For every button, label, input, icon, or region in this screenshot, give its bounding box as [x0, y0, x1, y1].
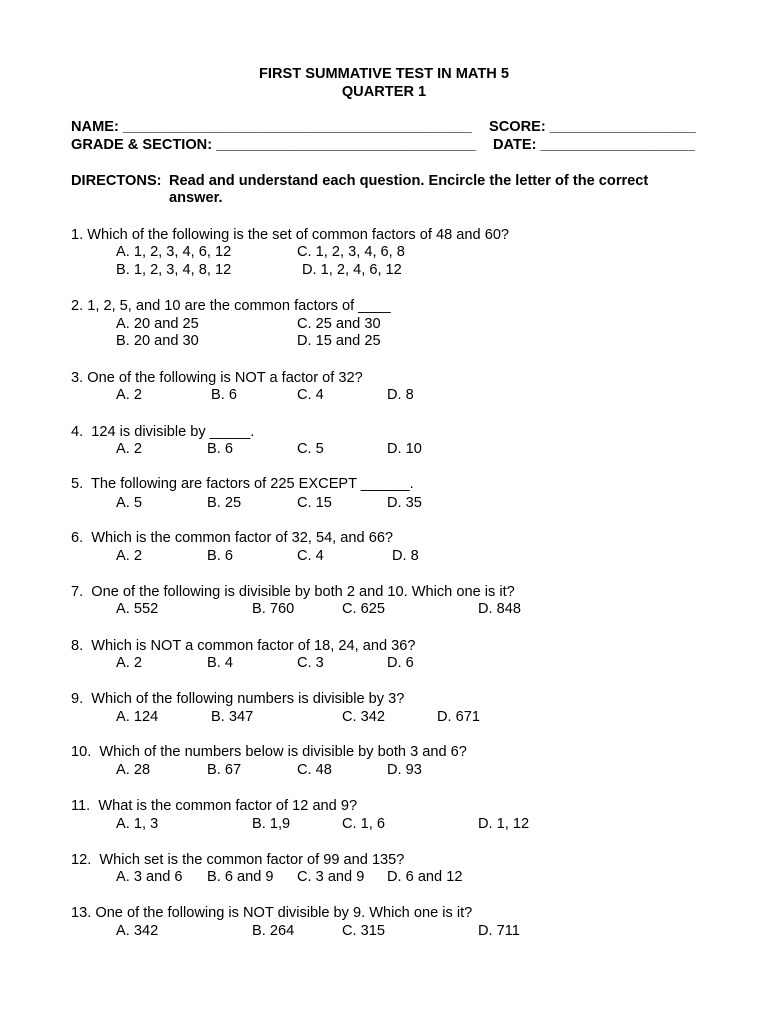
q13-option-a[interactable]: A. 342 — [116, 923, 159, 939]
q8-option-b[interactable]: B. 4 — [207, 655, 233, 671]
q7-option-b[interactable]: B. 760 — [252, 601, 295, 617]
q11-option-d[interactable]: D. 1, 12 — [478, 816, 530, 832]
test-title: FIRST SUMMATIVE TEST IN MATH 5 — [259, 66, 509, 82]
q1-option-d[interactable]: D. 1, 2, 4, 6, 12 — [302, 262, 402, 278]
q11-option-c[interactable]: C. 1, 6 — [342, 816, 385, 832]
q6-option-b[interactable]: B. 6 — [207, 548, 233, 564]
q6-option-d[interactable]: D. 8 — [392, 548, 419, 564]
q3-option-d[interactable]: D. 8 — [387, 387, 414, 403]
q5-option-c[interactable]: C. 15 — [297, 495, 332, 511]
q10-option-a[interactable]: A. 28 — [116, 762, 151, 778]
directions-text: Read and understand each question. Encircle the letter of the correct — [169, 173, 649, 189]
q12-option-b[interactable]: B. 6 and 9 — [207, 869, 274, 885]
q1-option-c[interactable]: C. 1, 2, 3, 4, 6, 8 — [297, 244, 405, 260]
q2-option-c[interactable]: C. 25 and 30 — [297, 316, 381, 332]
question-1: 1. Which of the following is the set of common factors of 48 and 60? — [71, 227, 510, 243]
q13-option-c[interactable]: C. 315 — [342, 923, 385, 939]
q2-option-b[interactable]: B. 20 and 30 — [116, 333, 199, 349]
q11-option-b[interactable]: B. 1,9 — [252, 816, 291, 832]
q9-option-c[interactable]: C. 342 — [342, 709, 385, 725]
q12-option-d[interactable]: D. 6 and 12 — [387, 869, 463, 885]
q6-option-c[interactable]: C. 4 — [297, 548, 324, 564]
q10-option-d[interactable]: D. 93 — [387, 762, 422, 778]
q9-option-b[interactable]: B. 347 — [211, 709, 254, 725]
question-13: 13. One of the following is NOT divisible by 9. Which one is it? — [71, 905, 473, 921]
q8-option-c[interactable]: C. 3 — [297, 655, 324, 671]
date-field: DATE: ___________________ — [493, 137, 695, 153]
q10-option-b[interactable]: B. 67 — [207, 762, 242, 778]
question-10: 10. Which of the numbers below is divisible by both 3 and 6? — [71, 744, 467, 760]
directions-text-continued: answer. — [169, 190, 223, 206]
q5-option-d[interactable]: D. 35 — [387, 495, 422, 511]
question-5: 5. The following are factors of 225 EXCEPT ______. — [71, 476, 414, 492]
q2-option-d[interactable]: D. 15 and 25 — [297, 333, 381, 349]
q4-option-b[interactable]: B. 6 — [207, 441, 233, 457]
q5-option-a[interactable]: A. 5 — [116, 495, 142, 511]
name-field: NAME: ___________________________________________ — [71, 119, 472, 135]
score-field: SCORE: __________________ — [489, 119, 696, 135]
q13-option-d[interactable]: D. 711 — [478, 923, 520, 939]
q11-option-a[interactable]: A. 1, 3 — [116, 816, 159, 832]
q1-option-a[interactable]: A. 1, 2, 3, 4, 6, 12 — [116, 244, 232, 260]
q7-option-c[interactable]: C. 625 — [342, 601, 385, 617]
q1-option-b[interactable]: B. 1, 2, 3, 4, 8, 12 — [116, 262, 232, 278]
question-8: 8. Which is NOT a common factor of 18, 24, and 36? — [71, 638, 416, 654]
q6-option-a[interactable]: A. 2 — [116, 548, 142, 564]
q5-option-b[interactable]: B. 25 — [207, 495, 242, 511]
question-11: 11. What is the common factor of 12 and 9? — [71, 798, 358, 814]
q8-option-a[interactable]: A. 2 — [116, 655, 142, 671]
q4-option-d[interactable]: D. 10 — [387, 441, 422, 457]
grade-section-field: GRADE & SECTION: ________________________________ — [71, 137, 476, 153]
q12-option-a[interactable]: A. 3 and 6 — [116, 869, 183, 885]
q9-option-a[interactable]: A. 124 — [116, 709, 159, 725]
q7-option-a[interactable]: A. 552 — [116, 601, 159, 617]
q3-option-a[interactable]: A. 2 — [116, 387, 142, 403]
q3-option-c[interactable]: C. 4 — [297, 387, 324, 403]
q3-option-b[interactable]: B. 6 — [211, 387, 237, 403]
q2-option-a[interactable]: A. 20 and 25 — [116, 316, 199, 332]
q4-option-a[interactable]: A. 2 — [116, 441, 142, 457]
question-9: 9. Which of the following numbers is divisible by 3? — [71, 691, 405, 707]
q10-option-c[interactable]: C. 48 — [297, 762, 332, 778]
q4-option-c[interactable]: C. 5 — [297, 441, 324, 457]
q8-option-d[interactable]: D. 6 — [387, 655, 414, 671]
question-6: 6. Which is the common factor of 32, 54, and 66? — [71, 530, 394, 546]
test-quarter: QUARTER 1 — [341, 84, 427, 100]
q13-option-b[interactable]: B. 264 — [252, 923, 295, 939]
question-3: 3. One of the following is NOT a factor of 32? — [71, 370, 363, 386]
q9-option-d[interactable]: D. 671 — [437, 709, 480, 725]
q7-option-d[interactable]: D. 848 — [478, 601, 521, 617]
question-12: 12. Which set is the common factor of 99 and 135? — [71, 852, 405, 868]
q12-option-c[interactable]: C. 3 and 9 — [297, 869, 365, 885]
directions-label: DIRECTONS: — [71, 173, 162, 189]
question-2: 2. 1, 2, 5, and 10 are the common factors of ____ — [71, 298, 391, 314]
question-4: 4. 124 is divisible by _____. — [71, 424, 255, 440]
question-7: 7. One of the following is divisible by both 2 and 10. Which one is it? — [71, 584, 515, 600]
